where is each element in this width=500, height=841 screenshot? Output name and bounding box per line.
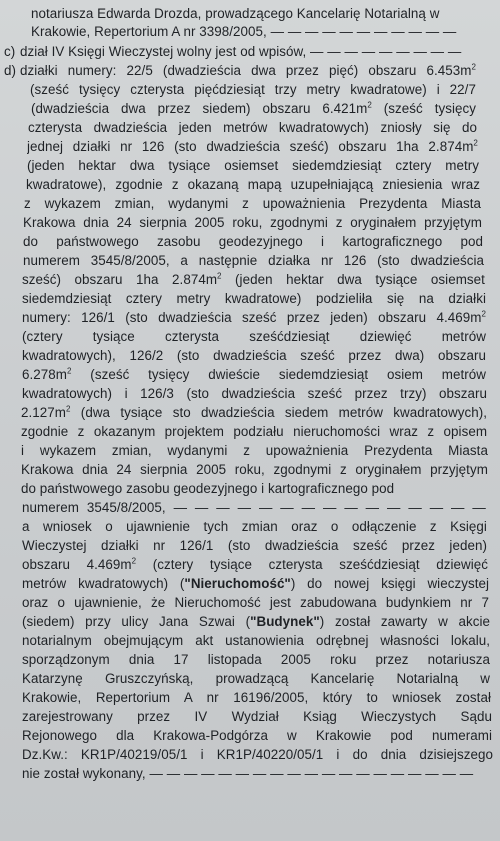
- document-text-line: kwadratowe), zgodnie z okazaną mapą uzupełniającą zniesienia wraz: [26, 177, 480, 192]
- document-text-line: nie został wykonany, — — — — — — — — — — — — — — — — — — —: [22, 766, 474, 781]
- document-text-line: kwadratowych), 126/2 (sto dwadzieścia sześć przez dwa) obszaru: [22, 348, 486, 363]
- document-text-line: numerem 3545/8/2005, — — — — — — — — — — — — — — —: [22, 500, 486, 515]
- document-text-line: Katarzynę Gruszczyńską, prowadzącą Kancelarię Notarialną w: [22, 671, 490, 686]
- document-text-line: (dwadzieścia dwa przez siedem) obszaru $6.421m^2$ (sześć tysięcy: [31, 101, 476, 116]
- document-text-line: zgodnie z okazanym projektem podziału nieruchomości wraz z opisem: [21, 424, 487, 439]
- document-text-line: notarialnym obejmującym akt ustanowienia odrębnej własności lokalu,: [22, 633, 490, 648]
- document-text-line: do państwowego zasobu geodezyjnego i kartograficznego pod: [21, 481, 395, 496]
- document-text-line: dział IV Księgi Wieczystej wolny jest od wpisów, — — — — — — — — —: [20, 44, 462, 59]
- document-text-line: i wykazem zmian, wydanymi z upoważnienia Prezydenta Miasta: [21, 443, 488, 458]
- document-text-line: jednej działki nr 126 (sto dwadzieścia sześć) obszaru 1ha $2.874m^2$: [27, 139, 478, 154]
- list-marker: d): [4, 63, 17, 78]
- document-text-line: sześć) obszaru 1ha $2.874m^2$ (jeden hektar dwa tysiące osiemset: [22, 272, 485, 287]
- document-text-line: zarejestrowany przez IV Wydział Ksiąg Wieczystych Sądu: [22, 709, 492, 724]
- list-marker: c): [4, 44, 16, 59]
- document-text-line: (jeden hektar dwa tysiące osiemset siedemdziesiąt cztery metry: [27, 158, 479, 173]
- document-text-line: metrów kwadratowych) ("Nieruchomość") do nowej księgi wieczystej: [22, 576, 489, 591]
- document-text-line: Rejonowego dla Krakowa-Podgórza w Krakowie pod numerami: [22, 728, 492, 743]
- document-text-line: $2.127m^2$ (dwa tysiące sto dwadzieścia siedem metrów kwadratowych),: [21, 405, 487, 420]
- document-text-line: numery: 126/1 (sto dwadzieścia sześć przez jeden) obszaru $4.469m^2$: [22, 310, 486, 325]
- document-text-line: a wniosek o ujawnienie tych zmian oraz o odłączenie z Księgi: [22, 519, 487, 534]
- document-text-line: (siedem) przy ulicy Jana Szwai ("Budynek") został zawarty w akcie: [22, 614, 490, 629]
- document-text-line: $6.278m^2$ (sześć tysięcy dwieście siedemdziesiąt osiem metrów: [22, 367, 486, 382]
- document-text-line: Krakowie, Repertorium A nr 3398/2005, — — — — — — — — — — —: [31, 24, 457, 39]
- document-text-line: oraz o ujawnienie, że Nieruchomość jest zabudowana budynkiem nr 7: [22, 595, 489, 610]
- document-text-line: Krakowa dnia 24 sierpnia 2005 roku, zgodnymi z oryginałem przyjętym: [21, 462, 488, 477]
- document-text-line: sporządzonym dnia 17 listopada 2005 roku przez notariusza: [22, 652, 490, 667]
- document-text-line: kwadratowych) i 126/3 (sto dwadzieścia sześć przez trzy) obszaru: [22, 386, 487, 401]
- document-text-line: numerem 3545/8/2005, a następnie działka nr 126 (sto dwadzieścia: [23, 253, 484, 268]
- document-text-line: Krakowie, Repertorium A nr 16196/2005, który to wniosek został: [22, 690, 491, 705]
- document-text-line: Krakowa dnia 24 sierpnia 2005 roku, zgodnymi z oryginałem przyjętym: [23, 215, 482, 230]
- document-text-line: siedemdziesiąt cztery metry kwadratowe) podzieliła się na działki: [22, 291, 486, 306]
- document-text-line: z wykazem zmian, wydanymi z upoważnienia Prezydenta Miasta: [24, 196, 481, 211]
- document-text-line: (sześć tysięcy czterysta pięćdziesiąt trzy metry kwadratowe) i 22/7: [30, 82, 476, 97]
- document-text-line: Dz.Kw.: KR1P/40219/05/1 i KR1P/40220/05/1 i do dnia dzisiejszego: [22, 747, 493, 762]
- document-text-line: do państwowego zasobu geodezyjnego i kartograficznego pod: [23, 234, 483, 249]
- document-text-line: działki numery: 22/5 (dwadzieścia dwa przez pięć) obszaru $6.453m^2$: [20, 63, 476, 78]
- document-text-line: (cztery tysiące czterysta sześćdziesiąt dziewięć metrów: [22, 329, 486, 344]
- document-text-line: Wieczystej działki nr 126/1 (sto dwadzieścia sześć przez jeden): [22, 538, 487, 553]
- document-text-line: notariusza Edwarda Drozda, prowadzącego Kancelarię Notarialną w: [31, 6, 440, 21]
- document-text-line: obszaru $4.469m^2$ (cztery tysiące czterysta sześćdziesiąt dziewięć: [22, 557, 488, 572]
- document-text-line: czterysta dwadzieścia jeden metrów kwadratowych) zniosły się do: [28, 120, 477, 135]
